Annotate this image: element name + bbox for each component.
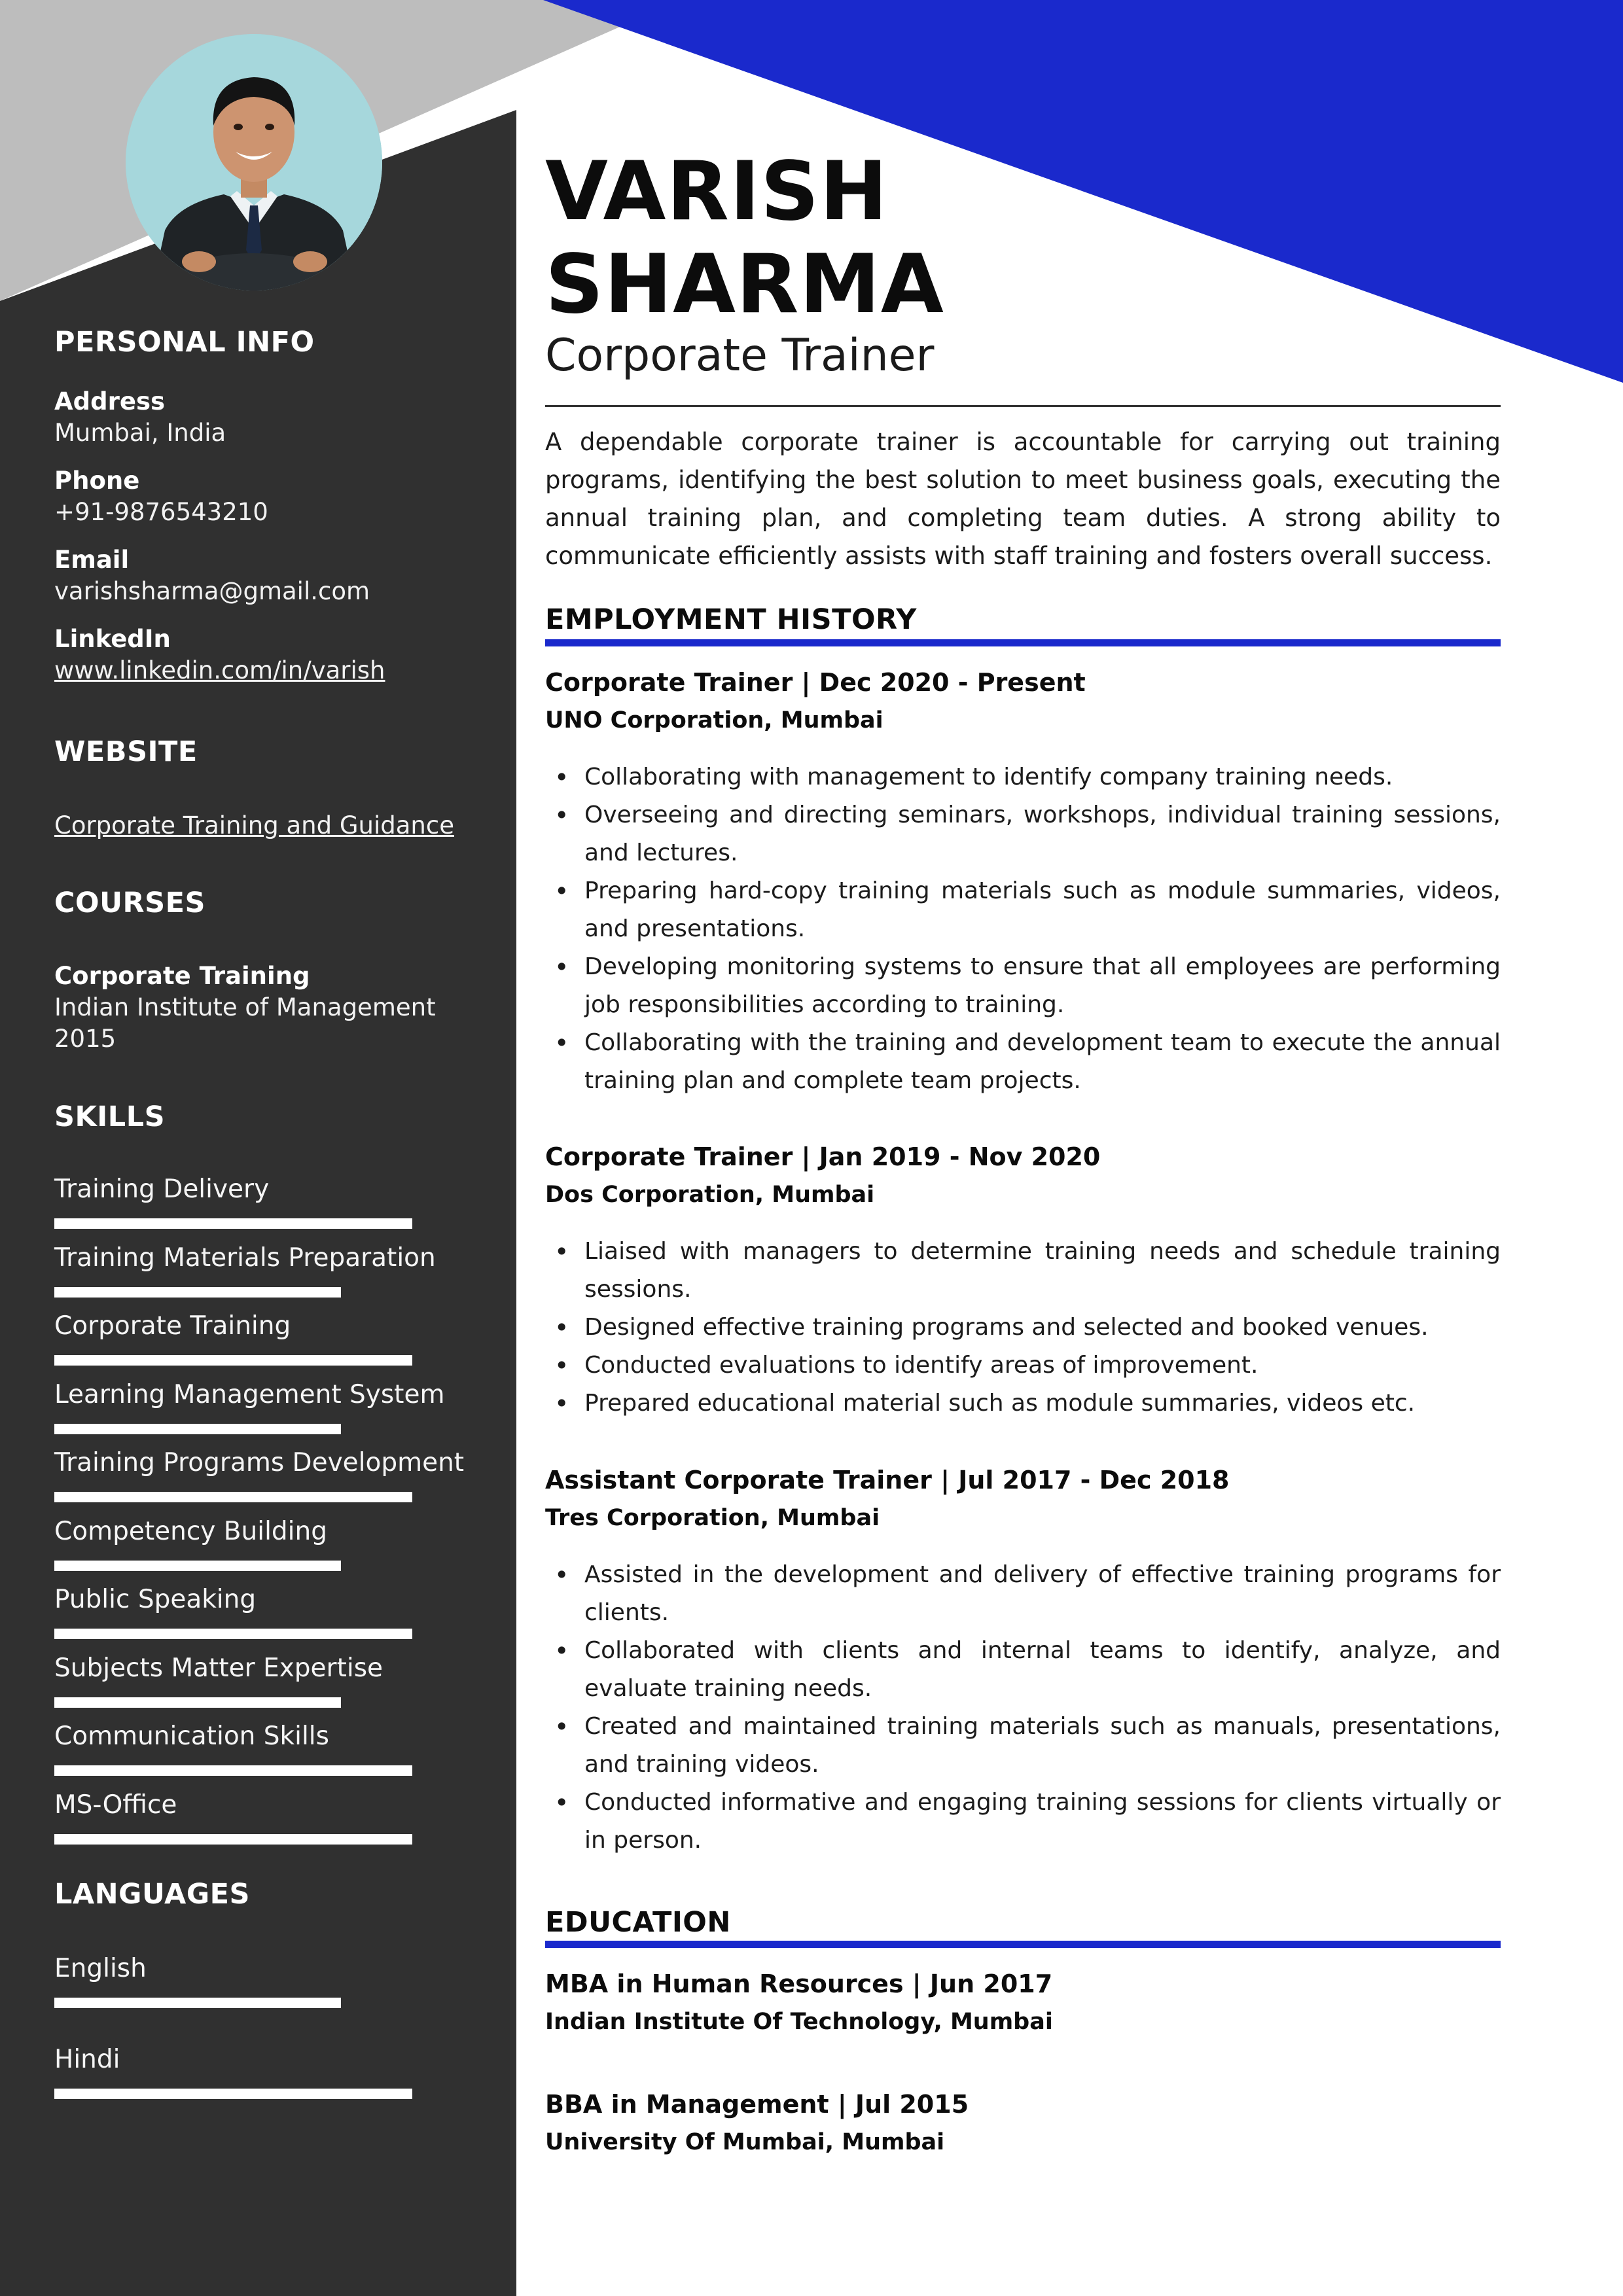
- email-label: Email: [54, 546, 130, 574]
- skill-level-bar: [54, 1218, 412, 1229]
- phone-label: Phone: [54, 467, 140, 495]
- list-item: • Created and maintained training materials such as manuals, presentations, and training videos.: [545, 1708, 1501, 1784]
- skill-row: [54, 1721, 480, 1752]
- address-label: Address: [54, 387, 165, 415]
- skill-name: Subjects Matter Expertise: [54, 1653, 383, 1683]
- education-divider: [545, 1941, 1501, 1948]
- course-block: [54, 961, 436, 1055]
- list-item: • Developing monitoring systems to ensure that all employees are performing job responsibilities according to training.: [545, 948, 1501, 1024]
- skills-heading: SKILLS: [54, 1101, 166, 1133]
- job-1: [545, 663, 1501, 1100]
- job-company: UNO Corporation, Mumbai: [545, 707, 883, 733]
- employment-divider: [545, 639, 1501, 646]
- degree-school: Indian Institute Of Technology, Mumbai: [545, 2009, 1053, 2035]
- last-name: SHARMA: [545, 238, 944, 332]
- skill-name: Public Speaking: [54, 1585, 257, 1614]
- education-item-1: [545, 1965, 1501, 2041]
- address-value: Mumbai, India: [54, 419, 226, 447]
- job-3: [545, 1461, 1501, 1860]
- degree-title: BBA in Management | Jul 2015: [545, 2090, 969, 2119]
- skill-name: Competency Building: [54, 1516, 327, 1546]
- list-item: • Collaborated with clients and internal teams to identify, analyze, and evaluate training needs.: [545, 1632, 1501, 1708]
- list-item: • Conducted evaluations to identify areas of improvement.: [545, 1347, 1501, 1385]
- skill-row: [54, 1379, 480, 1411]
- skill-name: Corporate Training: [54, 1311, 291, 1341]
- course-year: 2015: [54, 1025, 116, 1053]
- skill-row: [54, 1516, 480, 1547]
- language-level-bar: [54, 1998, 341, 2008]
- skill-level-bar: [54, 1561, 341, 1571]
- person-avatar-icon: [126, 34, 382, 291]
- skill-name: Communication Skills: [54, 1722, 329, 1751]
- profile-photo: [126, 34, 382, 291]
- job-bullets: [545, 1556, 1501, 1860]
- website-link[interactable]: Corporate Training and Guidance: [54, 811, 454, 839]
- skill-name: MS-Office: [54, 1790, 177, 1820]
- personal-info-heading: PERSONAL INFO: [54, 326, 315, 359]
- language-row: [54, 1953, 480, 1985]
- website-heading: WEBSITE: [54, 735, 198, 768]
- education-heading: EDUCATION: [545, 1906, 731, 1939]
- job-role: Corporate Trainer: [545, 330, 935, 381]
- language-name: Hindi: [54, 2045, 120, 2074]
- job-title: Corporate Trainer | Dec 2020 - Present: [545, 668, 1086, 697]
- header-divider: [545, 405, 1501, 407]
- skill-level-bar: [54, 1492, 412, 1502]
- phone-block: [54, 465, 268, 528]
- skill-name: Training Delivery: [54, 1174, 270, 1204]
- skill-level-bar: [54, 1834, 412, 1845]
- degree-title: MBA in Human Resources | Jun 2017: [545, 1969, 1053, 1998]
- job-bullets: [545, 758, 1501, 1100]
- skill-row: [54, 1790, 480, 1821]
- job-company: Tres Corporation, Mumbai: [545, 1505, 880, 1531]
- job-title: Corporate Trainer | Jan 2019 - Nov 2020: [545, 1142, 1101, 1171]
- courses-heading: COURSES: [54, 887, 205, 919]
- list-item: • Conducted informative and engaging training sessions for clients virtually or in person.: [545, 1784, 1501, 1860]
- job-bullets: [545, 1233, 1501, 1422]
- linkedin-block: [54, 624, 385, 686]
- language-name: English: [54, 1954, 147, 1983]
- degree-school: University Of Mumbai, Mumbai: [545, 2129, 945, 2155]
- skill-level-bar: [54, 1629, 412, 1639]
- skill-level-bar: [54, 1697, 341, 1708]
- email-value: varishsharma@gmail.com: [54, 577, 370, 605]
- skill-row: [54, 1653, 480, 1684]
- list-item: • Collaborating with the training and development team to execute the annual training plan and complete team projects.: [545, 1024, 1501, 1100]
- skill-level-bar: [54, 1355, 412, 1366]
- first-name: VARISH: [545, 145, 889, 239]
- list-item: • Collaborating with management to identify company training needs.: [545, 758, 1501, 796]
- email-block: [54, 544, 370, 607]
- list-item: • Liaised with managers to determine training needs and schedule training sessions.: [545, 1233, 1501, 1309]
- linkedin-label: LinkedIn: [54, 625, 171, 653]
- skill-level-bar: [54, 1765, 412, 1776]
- education-item-2: [545, 2085, 1501, 2161]
- address-block: [54, 386, 226, 449]
- skill-row: [54, 1584, 480, 1616]
- list-item: • Assisted in the development and delivery of effective training programs for clients.: [545, 1556, 1501, 1632]
- course-institute: Indian Institute of Management: [54, 993, 436, 1021]
- employment-heading: EMPLOYMENT HISTORY: [545, 603, 917, 636]
- job-title: Assistant Corporate Trainer | Jul 2017 - Dec 2018: [545, 1466, 1230, 1494]
- skill-row: [54, 1243, 480, 1274]
- skill-row: [54, 1447, 480, 1479]
- skill-level-bar: [54, 1287, 341, 1298]
- language-row: [54, 2044, 480, 2075]
- list-item: • Designed effective training programs and selected and booked venues.: [545, 1309, 1501, 1347]
- language-level-bar: [54, 2089, 412, 2099]
- summary-text: A dependable corporate trainer is accountable for carrying out training programs, identifying the best solution to meet business goals, executing the annual training plan, and completing team duties. A strong ability to communicate efficiently assists with staff training and fosters overall success.: [545, 428, 1501, 570]
- course-name: Corporate Training: [54, 962, 310, 990]
- job-2: [545, 1138, 1501, 1422]
- skill-row: [54, 1174, 480, 1205]
- languages-heading: LANGUAGES: [54, 1878, 250, 1911]
- skill-name: Training Materials Preparation: [54, 1243, 436, 1273]
- skill-level-bar: [54, 1424, 341, 1434]
- list-item: • Preparing hard-copy training materials such as module summaries, videos, and presentations.: [545, 872, 1501, 948]
- list-item: • Overseeing and directing seminars, workshops, individual training sessions, and lectures.: [545, 796, 1501, 872]
- skill-name: Training Programs Development: [54, 1448, 465, 1477]
- phone-value: +91-9876543210: [54, 498, 268, 526]
- list-item: • Prepared educational material such as module summaries, videos etc.: [545, 1385, 1501, 1422]
- linkedin-link[interactable]: www.linkedin.com/in/varish: [54, 656, 385, 684]
- name-block: [545, 145, 1501, 382]
- job-company: Dos Corporation, Mumbai: [545, 1182, 875, 1208]
- skill-row: [54, 1311, 480, 1342]
- skill-name: Learning Management System: [54, 1379, 445, 1409]
